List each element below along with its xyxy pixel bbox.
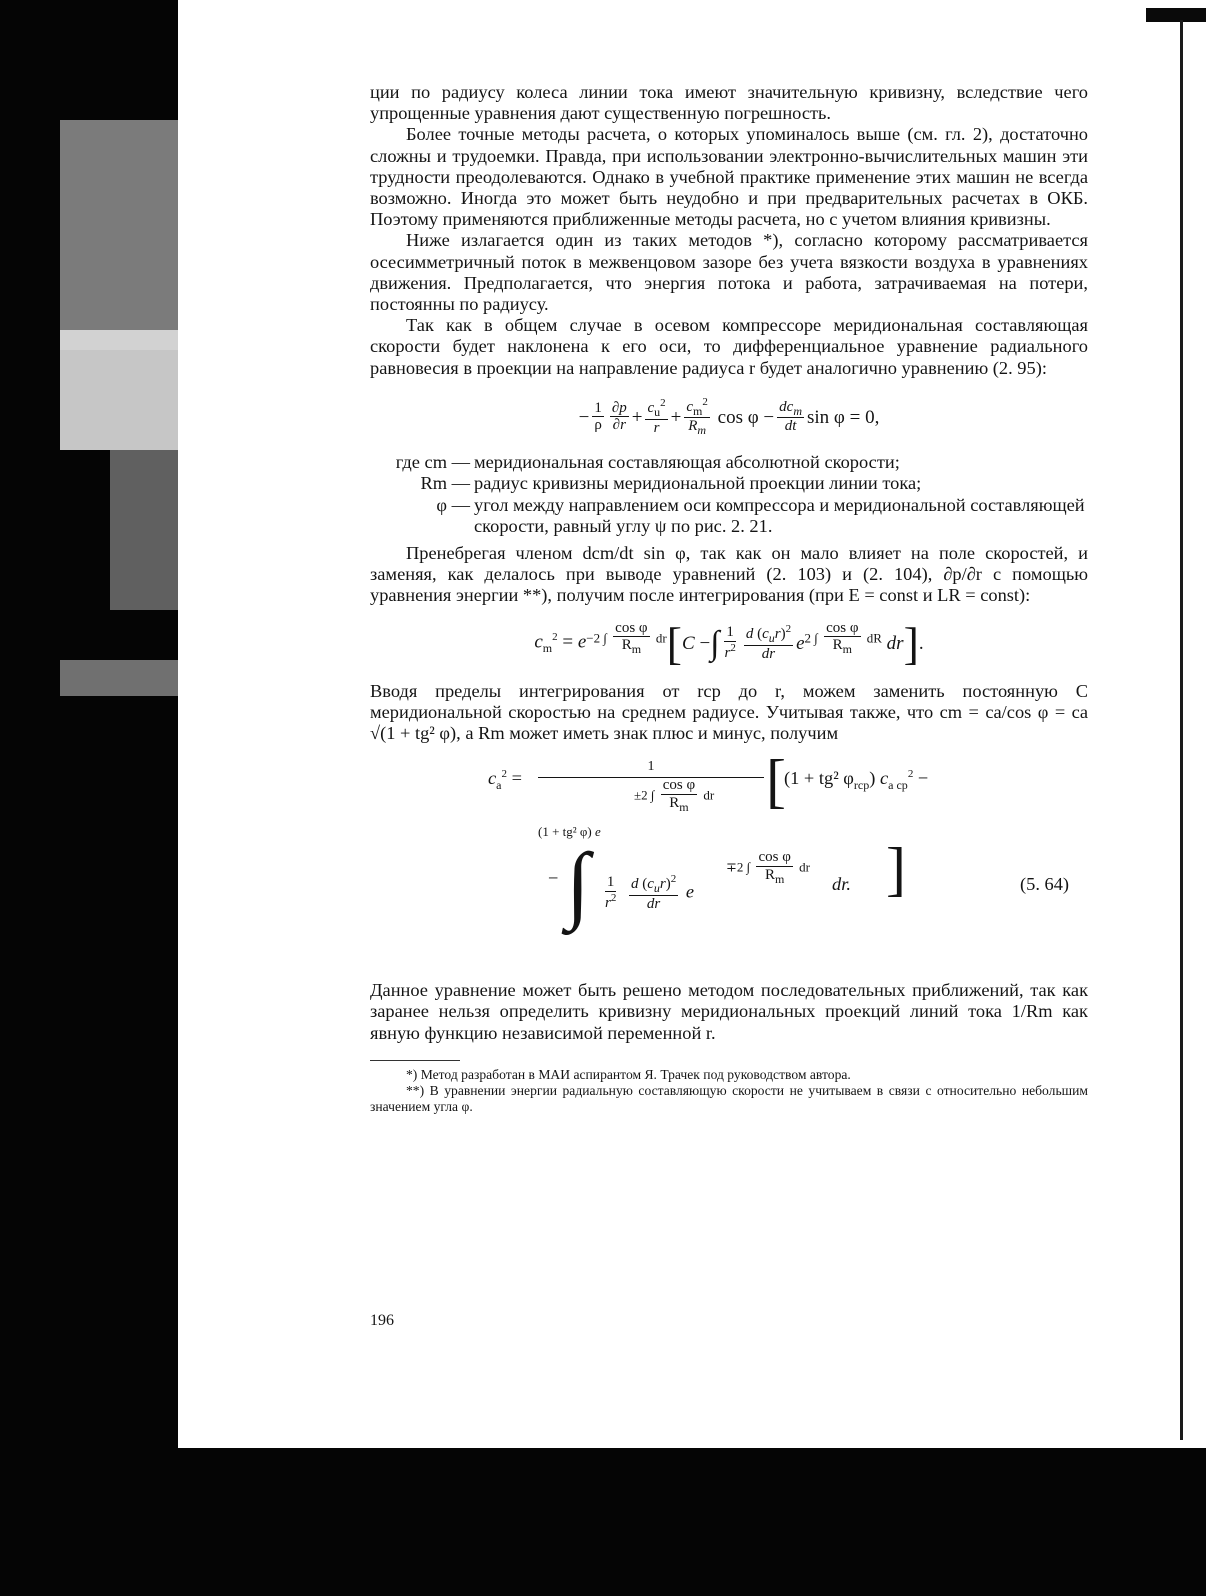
equation-bracket-term: (1 + tg² $\varphi_{rср}$) $c_{a ср}^2$ − xyxy=(784,768,929,793)
scan-artifact xyxy=(110,450,178,610)
equation-number: (5. 64) xyxy=(1020,874,1070,895)
equation-fraction-numerator: 1 xyxy=(538,756,764,778)
equation-radial-equilibrium: − $\frac{1}{\rho}$ $\frac{\partial p}{\partial r}$ + $\frac{c_u^2}{r}$ + $\frac{c_m^2}{R_m}$ cos φ − $\frac{dc_m}{dt}$ sin φ = 0, xyxy=(578,395,880,438)
scan-artifact xyxy=(60,120,178,350)
equation-fraction-denominator: ±2 ∫ $\frac{\text{cos φ}}{R_m}$ dr (1 + tg² φ) e xyxy=(538,777,715,839)
equation-lhs: $c_a^2$ = xyxy=(488,768,522,793)
bracket-open: [ xyxy=(766,748,786,815)
definition-text: меридиональная составляющая абсолютной скорости; xyxy=(474,452,900,473)
definition-symbol: где cm — xyxy=(395,452,470,473)
paragraph: Вводя пределы интегрирования от rср до r, можем заменить постоянную C меридиональной скоростью на среднем радиусе. Учитывая также, что cm = ca/cos φ = ca √(1 + tg² φ), а Rm может иметь знак плюс и минус, получим xyxy=(370,680,1088,744)
definition-item xyxy=(370,452,1088,473)
integral-sign: ∫ xyxy=(566,835,590,932)
scan-artifact xyxy=(60,660,178,696)
scan-edge-right xyxy=(1146,0,1206,1448)
scan-artifact xyxy=(1146,8,1206,22)
scan-dark-border-left xyxy=(0,0,178,1596)
definition-item xyxy=(370,473,1088,494)
definitions-list xyxy=(370,452,1088,537)
scan-artifact xyxy=(60,330,178,450)
paragraph: Ниже излагается один из таких методов *), согласно которому рассматривается осесимметричный поток в межвенцовом зазоре без учета вязкости воздуха в уравнениях движения. Предполагается, что энергия потока и работа, затрачиваемая на потери, постоянны по радиусу. xyxy=(370,230,1088,315)
equation-cm-squared: $c_m^2 = e$ −2 ∫ $\frac{\text{cos φ}}{R_m}$ dr [ C − ∫ $\frac{1}{r^2}$ $\frac{d (c_ur)^2}{dr}$ e 2 ∫ $\frac{\text{cos φ}}{R_m}$ dR dr ] . xyxy=(534,617,924,669)
footnote: *) Метод разработан в МАИ аспирантом Я. Трачек под руководством автора. xyxy=(406,1066,851,1082)
paragraph: Более точные методы расчета, о которых упоминалось выше (см. гл. 2), достаточно сложны и трудоемки. Правда, при использовании электронно-вычислительных машин эти трудности преодолеваются. Однако в учебной практике применение этих машин не всегда возможно. Иногда это может быть неудобно и при предварительных расчетах в ОКБ. Поэтому применяются приближенные методы расчета, но с учетом влияния кривизны. xyxy=(370,124,1088,230)
definition-text: радиус кривизны меридиональной проекции линии тока; xyxy=(474,473,922,494)
equation-tail: sin φ = 0, xyxy=(807,406,880,428)
paragraph: ции по радиусу колеса линии тока имеют значительную кривизну, вследствие чего упрощенные уравнения дают существенную погрешность. xyxy=(370,82,1088,124)
footnote-rule xyxy=(370,1060,460,1061)
paragraph: Пренебрегая членом dcm/dt sin φ, так как он мало влияет на поле скоростей, и заменяя, как делалось при выводе уравнений (2. 103) и (2. 104), ∂p/∂r с помощью уравнения энергии **), получим после интегрирования (при E = const и LR = const): xyxy=(370,543,1088,606)
book-page xyxy=(370,82,1088,1115)
definition-symbol: Rm — xyxy=(420,473,470,494)
exponent: ∓2 ∫ $\frac{\text{cos φ}}{R_m}$ dr xyxy=(726,849,810,887)
footnote: **) В уравнении энергии радиальную составляющую скорости не учитываем в связи с относительно небольшим значением угла φ. xyxy=(370,1082,1088,1114)
definition-text: угол между направлением оси компрессора и меридиональной составляющей скорости, равный углу ψ по рис. 2. 21. xyxy=(474,494,1085,536)
equation-5-64: $c_a^2$ = 1 ±2 ∫ $\frac{\text{cos φ}}{R_m}$ dr (1 + tg² φ) e [ (1 + tg² $\varphi_{rср}$) $c_{a ср}^2$ − − ∫ $\frac{1}{r^2}$ $\frac{d (c_ur)^2}{dr}$ e ∓2 ∫ $\frac{\text{cos φ}}{R_m}$ dr dr. ] (5. 64) xyxy=(488,748,1070,932)
integrand: $\frac{1}{r^2}$ $\frac{d (c_ur)^2}{dr}$ e xyxy=(605,873,694,912)
paragraph: Данное уравнение может быть решено методом последовательных приближений, так как заранее нельзя определить кривизну меридиональных проекций линий тока 1/Rm как явную функцию независимой переменной r. xyxy=(370,980,1088,1043)
paragraph: Так как в общем случае в осевом компрессоре меридиональная составляющая скорости будет наклонена к его оси, то дифференциальное уравнение радиального равновесия в проекции на направление радиуса r будет аналогично уравнению (2. 95): xyxy=(370,315,1088,378)
definition-symbol: φ — xyxy=(436,494,470,515)
definition-item xyxy=(370,495,1088,537)
scan-dark-border-bottom xyxy=(0,1448,1206,1596)
bracket-close: ] xyxy=(886,836,906,903)
page-number: 196 xyxy=(370,1312,394,1329)
scan-artifact xyxy=(1180,20,1183,1440)
